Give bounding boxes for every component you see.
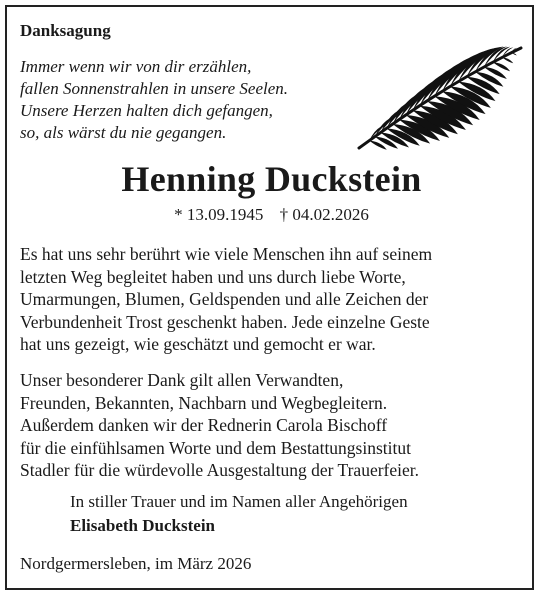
signer-name: Elisabeth Duckstein [70, 516, 215, 535]
thanks-paragraph [20, 243, 432, 356]
paragraph-line: für die einfühlsamen Worte und dem Bestattungsinstitut [20, 437, 411, 458]
closing-block [70, 490, 408, 538]
place-date: Nordgermersleben, im März 2026 [20, 554, 252, 573]
poem-line: Unsere Herzen halten dich gefangen, [20, 101, 273, 120]
poem-line: fallen Sonnenstrahlen in unsere Seelen. [20, 79, 289, 98]
deceased-name: Henning Duckstein [121, 159, 422, 199]
special-thanks-paragraph [20, 369, 419, 482]
life-dates [0, 205, 543, 225]
poem-line: Immer wenn wir von dir erzählen, [20, 57, 252, 76]
paragraph-line: hat uns gezeigt, wie geschätzt und gemocht er war. [20, 334, 376, 355]
paragraph-line: Es hat uns sehr berührt wie viele Menschen ihn auf seinem [20, 244, 433, 264]
closing-line: In stiller Trauer und im Namen aller Angehörigen [70, 492, 408, 511]
notice-heading: Danksagung [20, 21, 111, 40]
birth-date: * 13.09.1945 [174, 205, 264, 224]
paragraph-line: Unser besonderer Dank gilt allen Verwandten, [20, 370, 344, 390]
paragraph-line: Außerdem danken wir der Rednerin Carola Bischoff [20, 415, 388, 436]
paragraph-line: Verbundenheit Trost geschenkt haben. Jede einzelne Geste [20, 311, 430, 332]
paragraph-line: Umarmungen, Blumen, Geldspenden und alle Zeichen der [20, 289, 429, 310]
frond-leaflet [502, 57, 513, 63]
palm-frond-icon [355, 42, 525, 152]
paragraph-line: Stadler für die würdevolle Ausgestaltung der Trauerfeier. [20, 460, 419, 481]
death-date: † 04.02.2026 [279, 205, 369, 224]
poem [20, 56, 288, 144]
poem-line: so, als wärst du nie gegangen. [20, 123, 227, 142]
paragraph-line: letzten Weg begleitet haben und uns durch liebe Worte, [20, 266, 406, 287]
frond-leaflet [511, 53, 516, 56]
paragraph-line: Freunden, Bekannten, Nachbarn und Wegbegleitern. [20, 392, 388, 413]
